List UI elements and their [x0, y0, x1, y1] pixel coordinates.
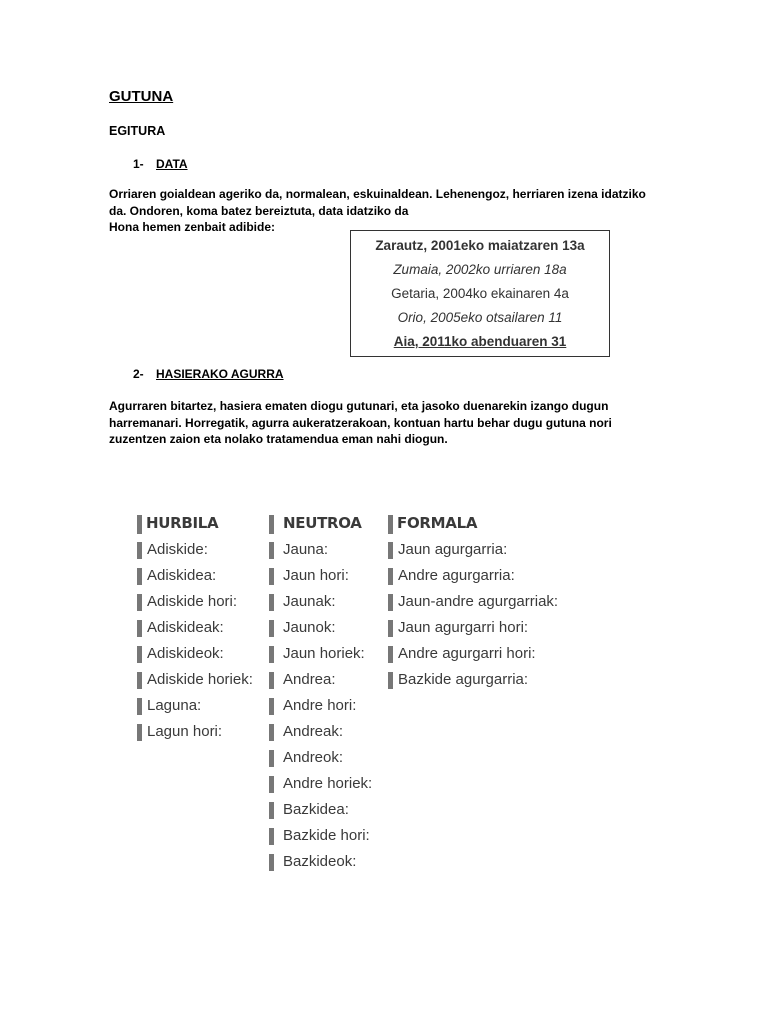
bullet-bar: [269, 542, 274, 559]
bullet-bar: [137, 515, 142, 534]
bullet-bar: [269, 802, 274, 819]
date-example: Zarautz, 2001eko maiatzaren 13a: [375, 238, 585, 253]
paragraph-line: da. Ondoren, koma batez bereiztuta, data idatziko da: [109, 203, 409, 218]
bullet-bar: [388, 646, 393, 663]
page-title: GUTUNA: [109, 88, 174, 105]
bullet-bar: [269, 828, 274, 845]
bullet-bar: [269, 698, 274, 715]
bullet-bar: [137, 672, 142, 689]
bullet-bar: [137, 542, 142, 559]
paragraph-line: Orriaren goialdean ageriko da, normalean, eskuinaldean. Lehenengoz, herriaren izena idatziko: [109, 187, 646, 201]
data-paragraph: [109, 186, 669, 236]
bullet-bar: [137, 594, 142, 611]
bullet-bar: [388, 672, 393, 689]
bullet-bar: [137, 698, 142, 715]
bullet-bar: [388, 568, 393, 585]
date-example: Zumaia, 2002ko urriaren 18a: [393, 262, 567, 277]
date-example: Orio, 2005eko otsailaren 11: [397, 310, 563, 325]
bullet-bar: [269, 620, 274, 637]
bullet-bar: [137, 646, 142, 663]
bullet-bar: [388, 594, 393, 611]
section-number: 1-: [133, 157, 144, 171]
paragraph-line: zuzentzen zaion eta nolako tratamendua eman nahi diogun.: [109, 432, 448, 446]
bullet-bar: [137, 568, 142, 585]
bullet-bar: [269, 724, 274, 741]
bullet-bar: [269, 568, 274, 585]
section-label: DATA: [156, 157, 188, 171]
paragraph-line: Hona hemen zenbait adibide:: [109, 220, 276, 234]
date-example: Getaria, 2004ko ekainaren 4a: [391, 286, 569, 301]
bullet-bar: [388, 542, 393, 559]
section-label: HASIERAKO AGURRA: [156, 367, 284, 381]
section-number: 2-: [133, 367, 144, 381]
bullet-bar: [269, 646, 274, 663]
bullet-bar: [269, 515, 274, 534]
paragraph-line: harremanari. Horregatik, agurra aukeratzerakoan, kontuan hartu behar dugu gutuna nori: [109, 415, 612, 430]
bullet-bar: [269, 750, 274, 767]
date-examples-box: [350, 230, 610, 357]
bullet-bar: [137, 724, 142, 741]
bullet-bar: [269, 594, 274, 611]
paragraph-line: Agurraren bitartez, hasiera ematen diogu gutunari, eta jasoko duenarekin izango dugun: [109, 399, 609, 413]
bullet-bar: [269, 854, 274, 871]
bullet-bar: [269, 776, 274, 793]
date-example: Aia, 2011ko abenduaren 31: [393, 334, 567, 349]
agurra-paragraph: [109, 398, 669, 448]
bullet-bar: [388, 620, 393, 637]
section-heading-egitura: EGITURA: [109, 124, 166, 138]
bullet-bar: [137, 620, 142, 637]
bullet-bar: [269, 672, 274, 689]
bullet-bar: [388, 515, 393, 534]
